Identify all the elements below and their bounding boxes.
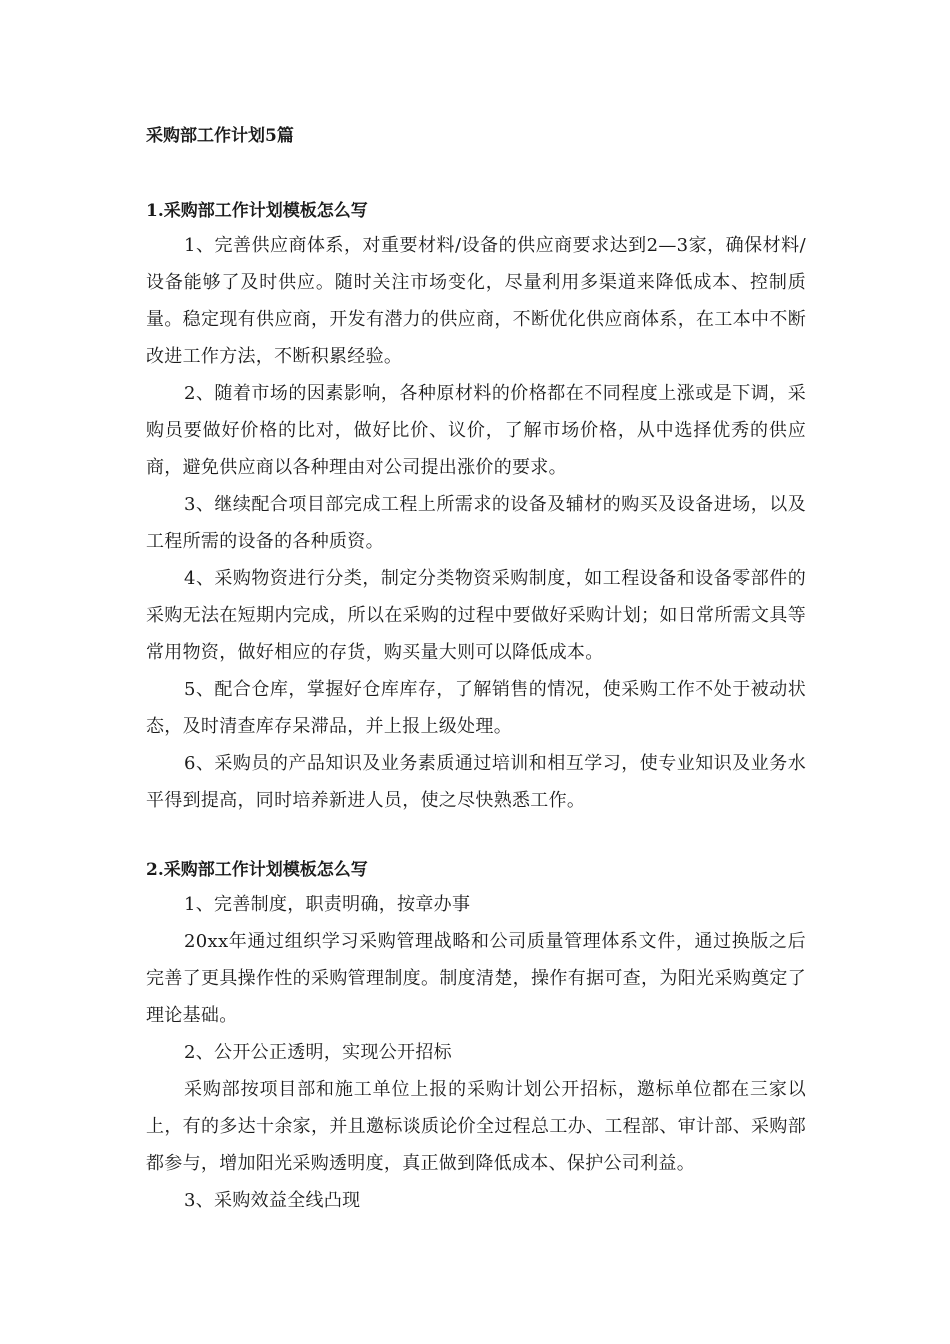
paragraph: 2、公开公正透明，实现公开招标 bbox=[184, 1042, 452, 1063]
paragraph: 20xx年通过组织学习采购管理战略和公司质量管理体系文件，通过换版之后完善了更具操作性的采购管理制度。制度清楚，操作有据可查，为阳光采购奠定了理论基础。 bbox=[146, 931, 806, 1026]
paragraph: 2、随着市场的因素影响，各种原材料的价格都在不同程度上涨或是下调，采购员要做好价格的比对，做好比价、议价，了解市场价格，从中选择优秀的供应商，避免供应商以各种理由对公司提出涨价的要求。 bbox=[146, 383, 806, 478]
section-1 bbox=[146, 199, 806, 819]
document-title: 采购部工作计划5篇 bbox=[146, 126, 294, 146]
section-2 bbox=[146, 858, 806, 1219]
paragraph: 1、完善制度，职责明确，按章办事 bbox=[184, 894, 471, 915]
paragraph: 3、采购效益全线凸现 bbox=[184, 1190, 361, 1211]
section-heading: 2.采购部工作计划模板怎么写 bbox=[146, 860, 368, 880]
paragraph: 3、继续配合项目部完成工程上所需求的设备及辅材的购买及设备进场，以及工程所需的设备的各种质资。 bbox=[146, 494, 806, 552]
paragraph: 6、采购员的产品知识及业务素质通过培训和相互学习，使专业知识及业务水平得到提高，同时培养新进人员，使之尽快熟悉工作。 bbox=[146, 753, 806, 811]
section-heading: 1.采购部工作计划模板怎么写 bbox=[146, 201, 368, 221]
paragraph: 5、配合仓库，掌握好仓库库存，了解销售的情况，使采购工作不处于被动状态，及时清查库存呆滞品，并上报上级处理。 bbox=[146, 679, 806, 737]
paragraph: 4、采购物资进行分类，制定分类物资采购制度，如工程设备和设备零部件的采购无法在短期内完成，所以在采购的过程中要做好采购计划；如日常所需文具等常用物资，做好相应的存货，购买量大则可以降低成本。 bbox=[146, 568, 806, 663]
paragraph: 1、完善供应商体系，对重要材料/设备的供应商要求达到2—3家，确保材料/设备能够了及时供应。随时关注市场变化，尽量利用多渠道来降低成本、控制质量。稳定现有供应商，开发有潜力的供应商，不断优化供应商体系，在工本中不断改进工作方法，不断积累经验。 bbox=[146, 235, 806, 367]
paragraph: 采购部按项目部和施工单位上报的采购计划公开招标，邀标单位都在三家以上，有的多达十余家，并且邀标谈质论价全过程总工办、工程部、审计部、采购部都参与，增加阳光采购透明度，真正做到降低成本、保护公司利益。 bbox=[146, 1079, 806, 1174]
